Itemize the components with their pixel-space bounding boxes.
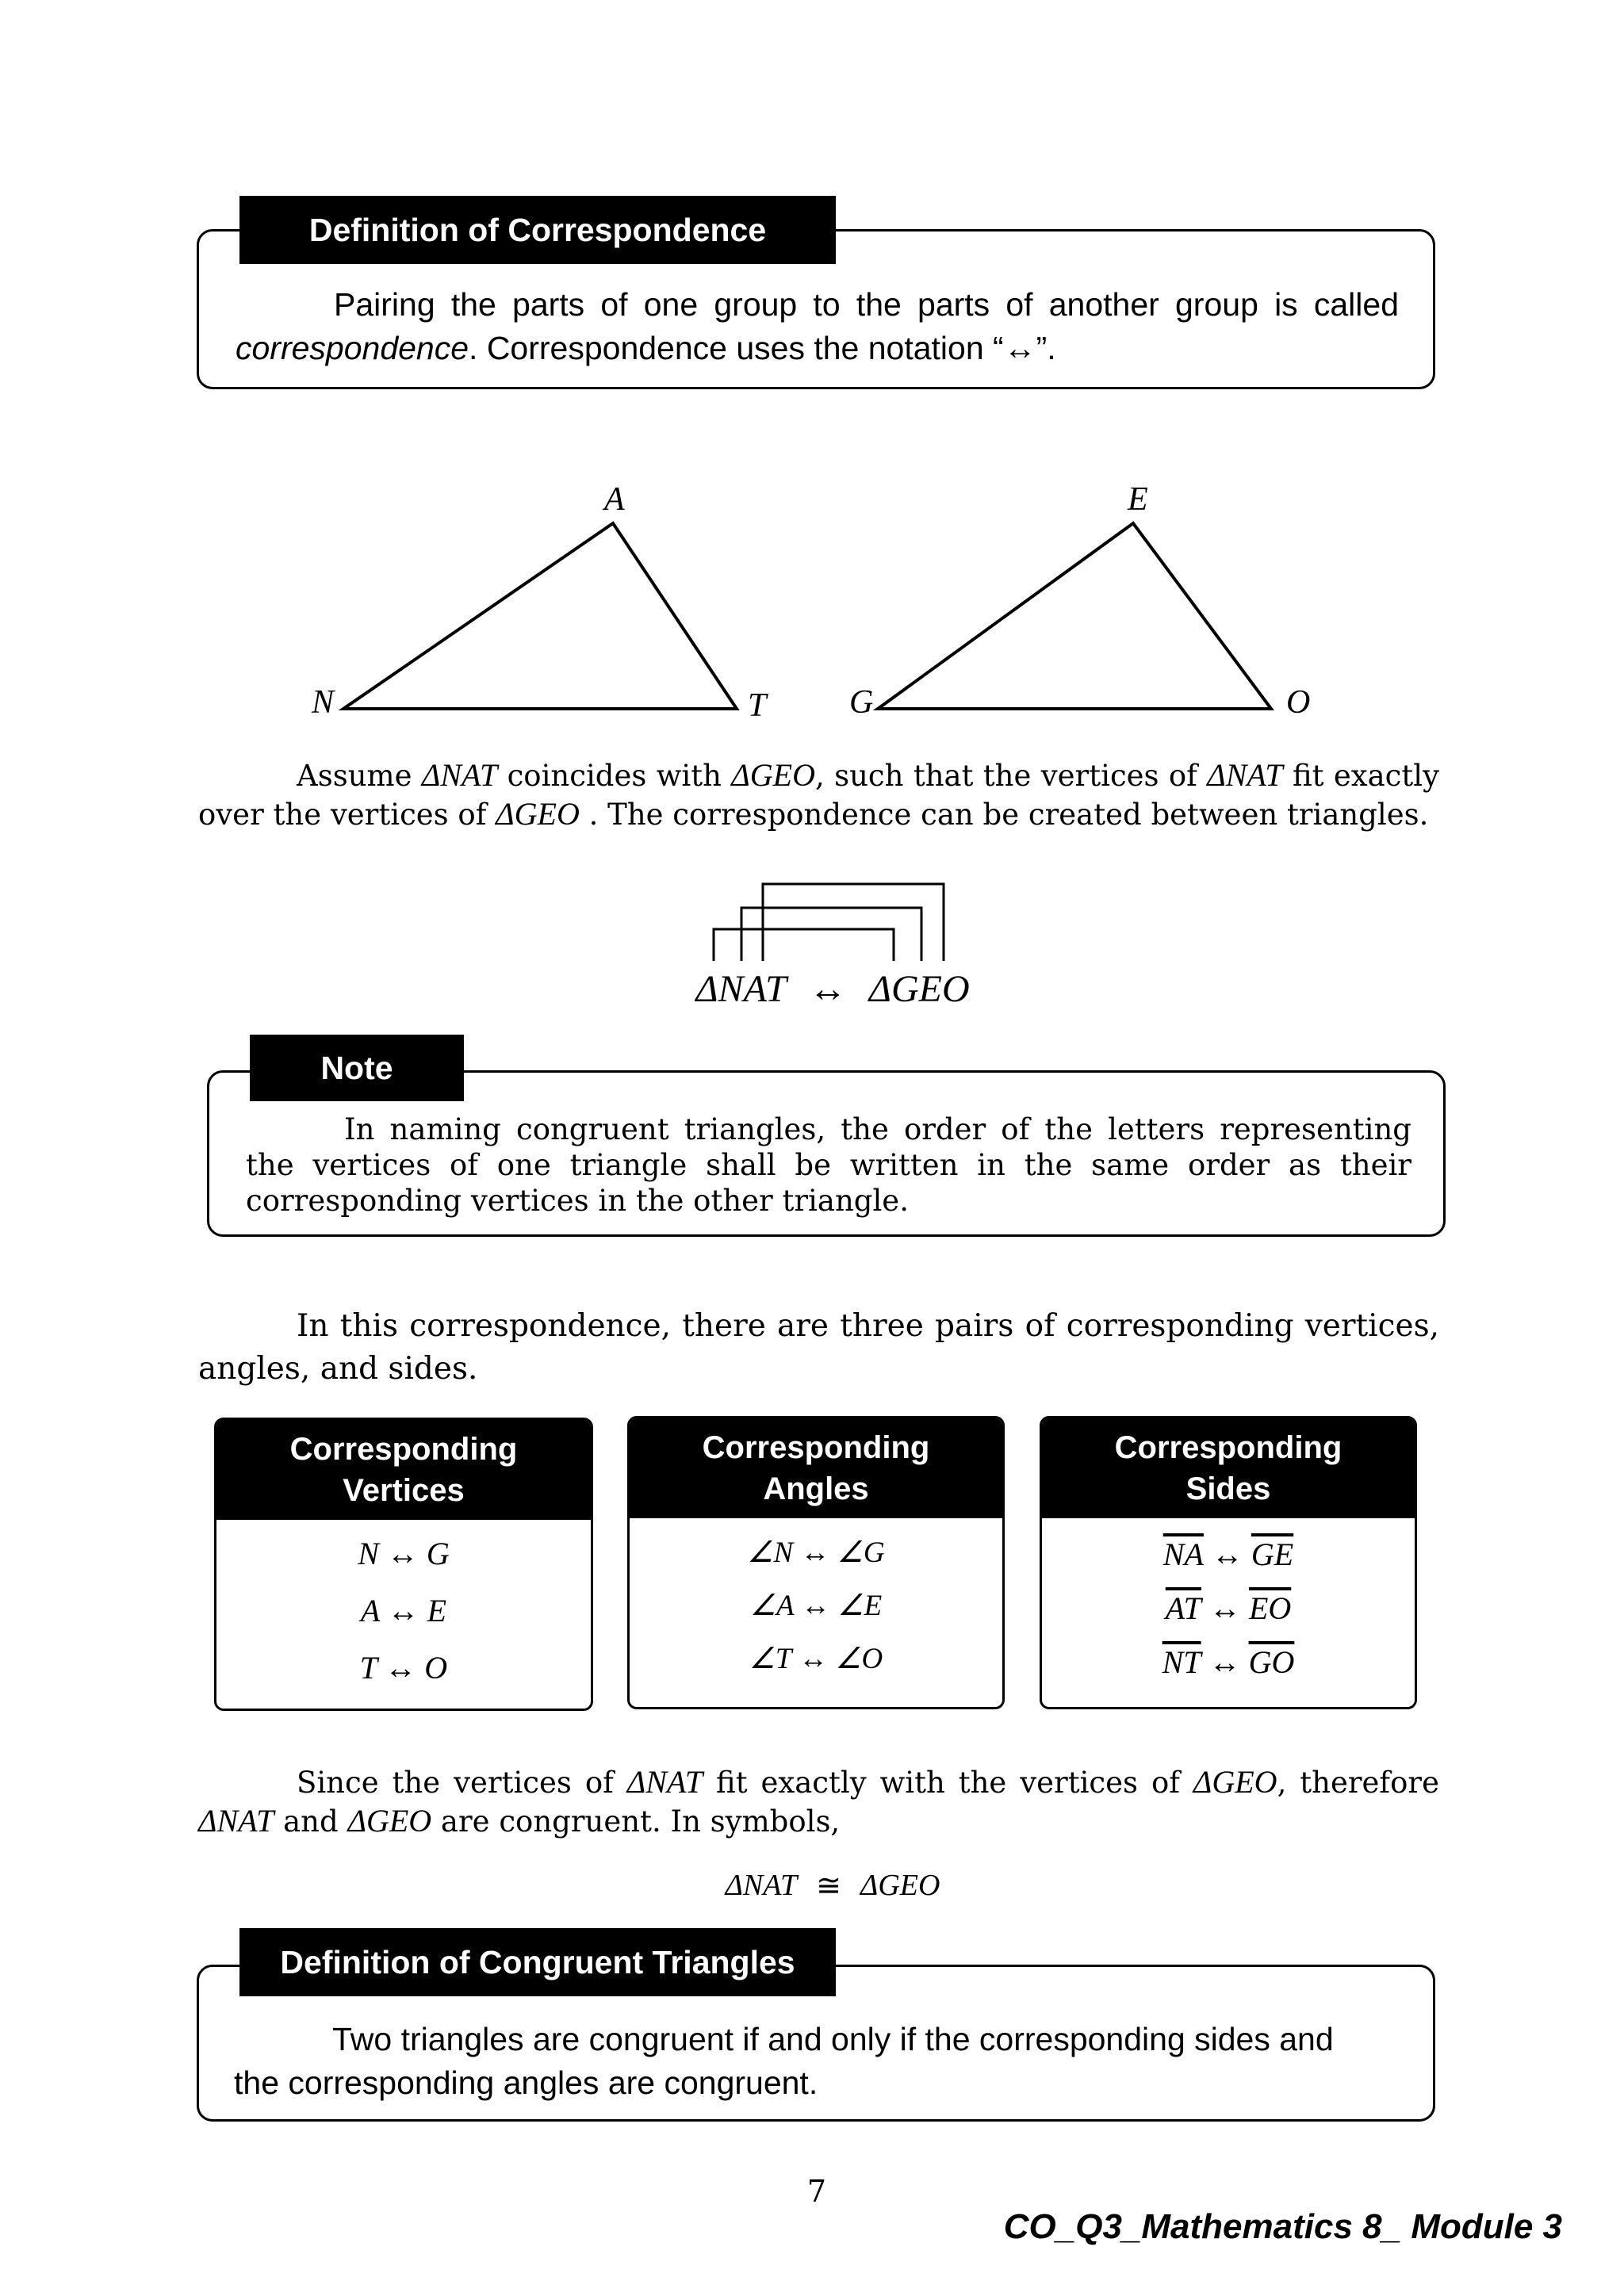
table-row: $\overline{NT}$ ↔ $\overline{GO}$ bbox=[1162, 1644, 1295, 1680]
congruent-definition-title: Definition of Congruent Triangles bbox=[239, 1928, 836, 1996]
triangle-geo bbox=[878, 523, 1271, 709]
vertices-table bbox=[214, 1418, 593, 1711]
congruence-statement: ΔNAT ≅ ΔGEO bbox=[725, 1869, 940, 1903]
correspondence-statement: ΔNAT ↔ ΔGEO bbox=[695, 967, 970, 1010]
angles-table bbox=[627, 1416, 1005, 1709]
vertices-table-header: Corresponding Vertices bbox=[216, 1420, 591, 1520]
note-title: Note bbox=[250, 1035, 464, 1101]
vertex-label-n: N bbox=[312, 684, 335, 721]
correspondence-definition-text: Pairing the parts of one group to the parts of another group is called correspondence. Correspondence uses the notation “↔”. bbox=[236, 286, 1399, 366]
correspondence-brackets bbox=[698, 872, 959, 967]
vertex-label-o: O bbox=[1286, 684, 1311, 721]
vertex-label-e: E bbox=[1128, 481, 1148, 518]
bracket-t-o bbox=[763, 884, 944, 961]
table-row: $\overline{NA}$ ↔ $\overline{GE}$ bbox=[1162, 1536, 1294, 1572]
sides-table-header: Corresponding Sides bbox=[1042, 1418, 1415, 1518]
table-row: $\overline{AT}$ ↔ $\overline{EO}$ bbox=[1165, 1590, 1292, 1626]
triangles-figure bbox=[0, 476, 1624, 729]
correspondence-definition-title: Definition of Correspondence bbox=[239, 196, 836, 264]
vertex-label-g: G bbox=[849, 684, 874, 721]
table-row: ∠A ↔ ∠E bbox=[749, 1590, 883, 1622]
table-row: ∠T ↔ ∠O bbox=[749, 1643, 883, 1675]
angles-table-header: Corresponding Angles bbox=[630, 1418, 1002, 1518]
vertex-label-t: T bbox=[748, 687, 767, 724]
since-paragraph: Since the vertices of ΔNAT fit exactly with the vertices of ΔGEO, therefore ΔNAT and ΔGEO are congruent. In symbols, bbox=[198, 1764, 1439, 1839]
page-number: 7 bbox=[806, 2174, 827, 2209]
table-row: T ↔ O bbox=[359, 1650, 448, 1686]
module-footer: CO_Q3_Mathematics 8_ Module 3 bbox=[1003, 2207, 1562, 2246]
assume-paragraph: Assume ΔNAT coincides with ΔGEO, such that the vertices of ΔNAT fit exactly over the vertices of ΔGEO . The correspondence can be created between triangles. bbox=[198, 757, 1439, 832]
pairs-paragraph: In this correspondence, there are three pairs of corresponding vertices, angles, and sides. bbox=[198, 1308, 1439, 1387]
note-text: In naming congruent triangles, the order of the letters representing the vertices of one triangle shall be written in the same order as their corresponding vertices in the other triangle. bbox=[246, 1112, 1411, 1218]
triangle-nat bbox=[343, 523, 737, 709]
table-row: ∠N ↔ ∠G bbox=[747, 1536, 885, 1569]
vertex-label-a: A bbox=[604, 481, 625, 518]
table-row: N ↔ G bbox=[358, 1536, 450, 1571]
table-row: A ↔ E bbox=[360, 1593, 447, 1628]
sides-table bbox=[1040, 1416, 1417, 1709]
congruent-definition-text: Two triangles are congruent if and only if the corresponding sides and the corresponding angles are congruent. bbox=[234, 2021, 1334, 2101]
